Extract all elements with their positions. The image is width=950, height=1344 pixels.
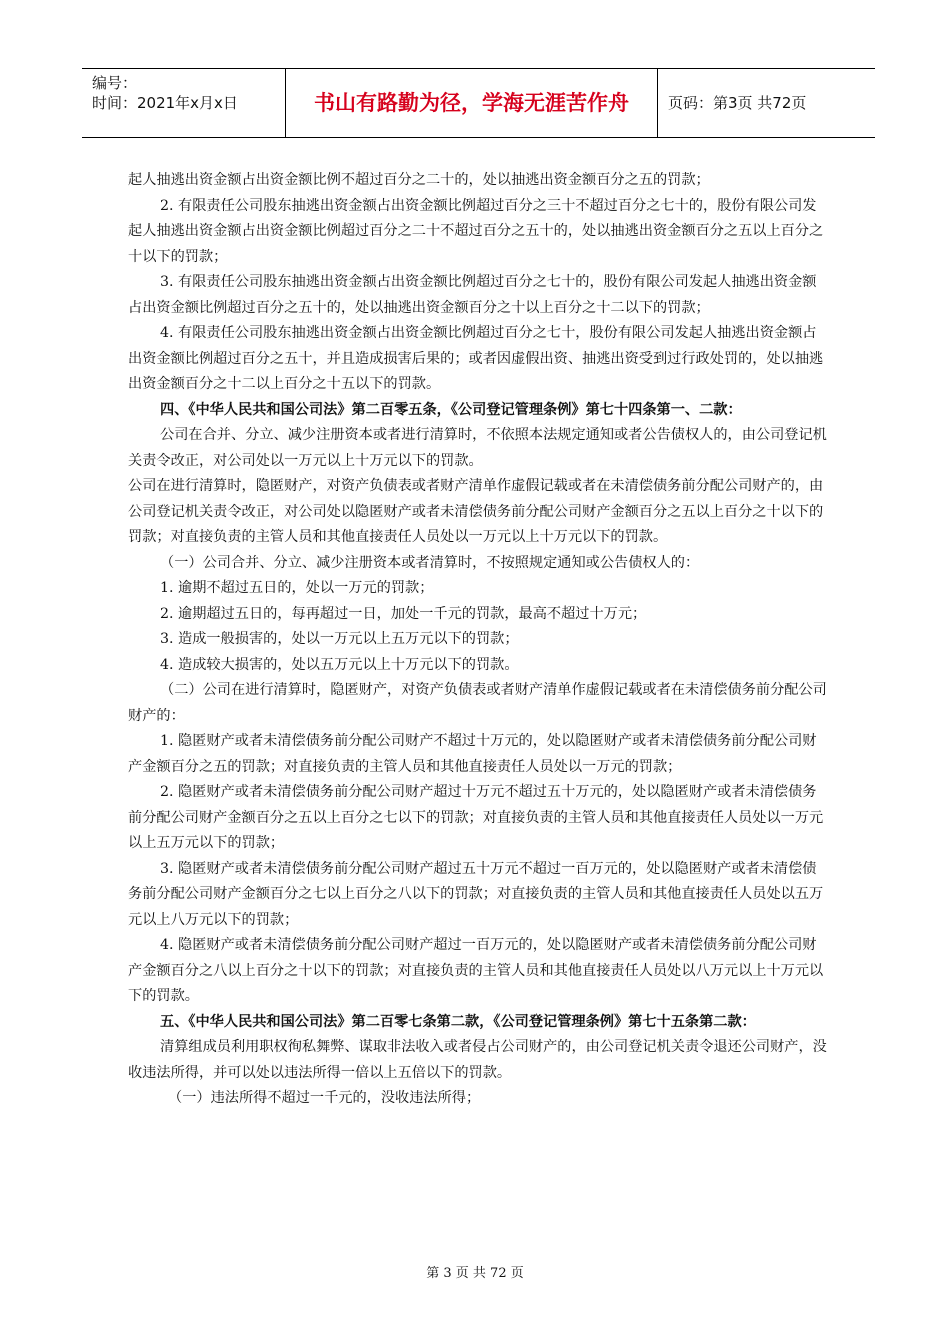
paragraph: 1. 隐匿财产或者未清偿债务前分配公司财产不超过十万元的，处以隐匿财产或者未清偿债务前分配公司财产金额百分之五的罚款；对直接负责的主管人员和其他直接责任人员处以一万元的罚款； <box>128 733 817 775</box>
paragraph: （一）违法所得不超过一千元的，没收违法所得； <box>168 1090 481 1106</box>
paragraph: （一）公司合并、分立、减少注册资本或者清算时，不按照规定通知或公告债权人的： <box>160 554 700 571</box>
paragraph: 清算组成员利用职权徇私舞弊、谋取非法收入或者侵占公司财产的，由公司登记机关责令退还公司财产，没收违法所得，并可以处以违法所得一倍以上五倍以下的罚款。 <box>128 1039 827 1081</box>
paragraph: 公司在合并、分立、减少注册资本或者进行清算时，不依照本法规定通知或者公告债权人的，由公司登记机关责令改正，对公司处以一万元以上十万元以下的罚款。 <box>128 427 827 469</box>
paragraph: 4. 有限责任公司股东抽逃出资金额占出资金额比例超过百分之七十，股份有限公司发起人抽逃出资金额占出资金额比例超过百分之五十，并且造成损害后果的；或者因虚假出资、抽逃出资受到过行政处罚的，处以抽逃出资金额百分之十二以上百分之十五以下的罚款。 <box>128 325 824 392</box>
paragraph: 2. 有限责任公司股东抽逃出资金额占出资金额比例超过百分之三十不超过百分之七十的，股份有限公司发起人抽逃出资金额占出资金额比例超过百分之二十不超过百分之五十的，处以抽逃出资金额百分之五以上百分之十以下的罚款； <box>128 197 824 265</box>
paragraph: 2. 逾期超过五日的，每再超过一日，加处一千元的罚款，最高不超过十万元； <box>160 605 647 622</box>
paragraph: 起人抽逃出资金额占出资金额比例不超过百分之二十的，处以抽逃出资金额百分之五的罚款； <box>128 172 710 188</box>
paragraph: 3. 隐匿财产或者未清偿债务前分配公司财产超过五十万元不超过一百万元的，处以隐匿财产或者未清偿债务前分配公司财产金额百分之七以上百分之八以下的罚款；对直接负责的主管人员和其他直接责任人员处以五万元以上八万元以下的罚款； <box>128 860 824 928</box>
paragraph: 4. 造成较大损害的，处以五万元以上十万元以下的罚款。 <box>160 656 519 673</box>
document-body <box>128 168 828 1112</box>
paragraph: 3. 造成一般损害的，处以一万元以上五万元以下的罚款； <box>160 631 519 647</box>
page-footer: 第 3 页 共 72 页 <box>426 1266 524 1281</box>
header-motto: 书山有路勤为径，学海无涯苦作舟 <box>285 69 658 137</box>
page-header <box>82 68 875 138</box>
paragraph: 4. 隐匿财产或者未清偿债务前分配公司财产超过一百万元的，处以隐匿财产或者未清偿债务前分配公司财产金额百分之八以上百分之十以下的罚款；对直接负责的主管人员和其他直接责任人员处以八万元以上十万元以下的罚款。 <box>128 937 824 1004</box>
paragraph: 3. 有限责任公司股东抽逃出资金额占出资金额比例超过百分之七十的，股份有限公司发起人抽逃出资金额占出资金额比例超过百分之五十的，处以抽逃出资金额百分之十以上百分之十二以下的罚款； <box>128 274 817 316</box>
document-date: 时间：2021年x月x日 <box>92 94 238 112</box>
section-heading: 五、《中华人民共和国公司法》第二百零七条第二款，《公司登记管理条例》第七十五条第二款： <box>160 1013 756 1030</box>
document-number: 编号： <box>92 74 138 92</box>
section-heading: 四、《中华人民共和国公司法》第二百零五条，《公司登记管理条例》第七十四条第一、二款： <box>160 401 742 418</box>
header-page-number: 页码：第3页 共72页 <box>668 94 807 112</box>
paragraph: 1. 逾期不超过五日的，处以一万元的罚款； <box>160 580 434 596</box>
paragraph: （二）公司在进行清算时，隐匿财产，对资产负债表或者财产清单作虚假记载或者在未清偿债务前分配公司财产的： <box>128 682 827 724</box>
header-meta <box>82 69 285 137</box>
paragraph: 2. 隐匿财产或者未清偿债务前分配公司财产超过十万元不超过五十万元的，处以隐匿财产或者未清偿债务前分配公司财产金额百分之五以上百分之七以下的罚款；对直接负责的主管人员和其他直接责任人员处以一万元以上五万元以下的罚款； <box>128 784 824 851</box>
paragraph: 公司在进行清算时，隐匿财产，对资产负债表或者财产清单作虚假记载或者在未清偿债务前分配公司财产的，由公司登记机关责令改正，对公司处以隐匿财产或者未清偿债务前分配公司财产金额百分之五以上百分之十以下的罚款；对直接负责的主管人员和其他直接责任人员处以一万元以上十万元以下的罚款。 <box>128 478 824 545</box>
